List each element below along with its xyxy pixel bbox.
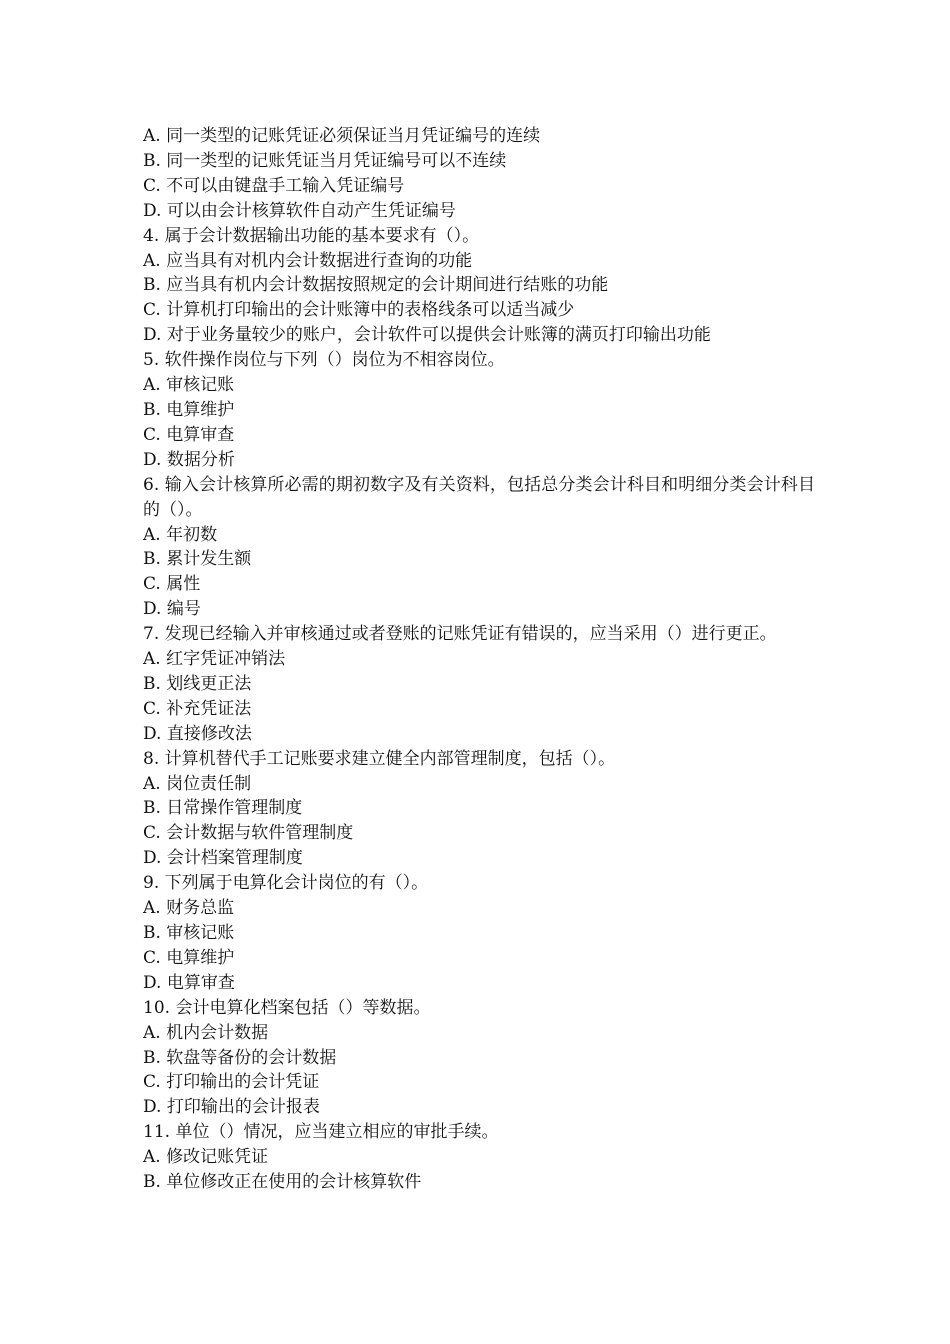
option-text: A. 财务总监 (143, 898, 235, 919)
option-text: A. 机内会计数据 (143, 1022, 269, 1043)
option-text: A. 年初数 (143, 524, 218, 545)
question-text: 7. 发现已经输入并审核通过或者登账的记账凭证有错误的，应当采用（）进行更正。 (143, 624, 777, 645)
option-text: D. 数据分析 (143, 449, 235, 470)
option-text: D. 会计档案管理制度 (143, 848, 303, 869)
option-text: B. 软盘等备份的会计数据 (143, 1047, 337, 1068)
option-text: B. 单位修改正在使用的会计核算软件 (143, 1172, 422, 1193)
option-text: D. 电算审查 (143, 972, 235, 993)
option-text: B. 同一类型的记账凭证当月凭证编号可以不连续 (143, 150, 507, 171)
document-page (143, 124, 815, 1195)
option-text: D. 对于业务量较少的账户，会计软件可以提供会计账簿的满页打印输出功能 (143, 325, 711, 346)
question-text: 9. 下列属于电算化会计岗位的有（）。 (143, 873, 429, 894)
option-text: A. 红字凭证冲销法 (143, 649, 286, 670)
option-text: C. 属性 (143, 574, 201, 595)
option-text: C. 电算维护 (143, 947, 235, 968)
option-text: D. 编号 (143, 599, 201, 620)
option-text: C. 打印输出的会计凭证 (143, 1072, 320, 1093)
question-text: 5. 软件操作岗位与下列（）岗位为不相容岗位。 (143, 350, 505, 371)
option-text: B. 日常操作管理制度 (143, 798, 303, 819)
option-text: C. 不可以由键盘手工输入凭证编号 (143, 175, 405, 196)
option-text: A. 修改记账凭证 (143, 1147, 269, 1168)
question-text: 6. 输入会计核算所必需的期初数字及有关资料，包括总分类会计科目和明细分类会计科目的（）。 (143, 474, 815, 520)
question-text: 10. 会计电算化档案包括（）等数据。 (143, 997, 431, 1018)
option-text: A. 审核记账 (143, 375, 235, 396)
option-text: C. 补充凭证法 (143, 698, 252, 719)
option-text: D. 直接修改法 (143, 723, 252, 744)
option-text: B. 划线更正法 (143, 673, 252, 694)
question-text: 8. 计算机替代手工记账要求建立健全内部管理制度，包括（）。 (143, 748, 616, 769)
option-text: A. 同一类型的记账凭证必须保证当月凭证编号的连续 (143, 126, 541, 146)
option-text: B. 审核记账 (143, 923, 235, 943)
question-text: 4. 属于会计数据输出功能的基本要求有（）。 (143, 225, 480, 246)
option-text: C. 电算审查 (143, 424, 235, 445)
option-text: D. 可以由会计核算软件自动产生凭证编号 (143, 200, 456, 221)
option-text: A. 应当具有对机内会计数据进行查询的功能 (143, 250, 473, 271)
question-text: 11. 单位（）情况，应当建立相应的审批手续。 (143, 1122, 499, 1143)
option-text: A. 岗位责任制 (143, 773, 252, 794)
option-text: B. 应当具有机内会计数据按照规定的会计期间进行结账的功能 (143, 275, 609, 296)
option-text: B. 电算维护 (143, 399, 235, 420)
option-text: C. 会计数据与软件管理制度 (143, 823, 354, 844)
option-text: C. 计算机打印输出的会计账簿中的表格线条可以适当减少 (143, 300, 575, 321)
option-text: B. 累计发生额 (143, 549, 252, 570)
option-text: D. 打印输出的会计报表 (143, 1097, 320, 1118)
